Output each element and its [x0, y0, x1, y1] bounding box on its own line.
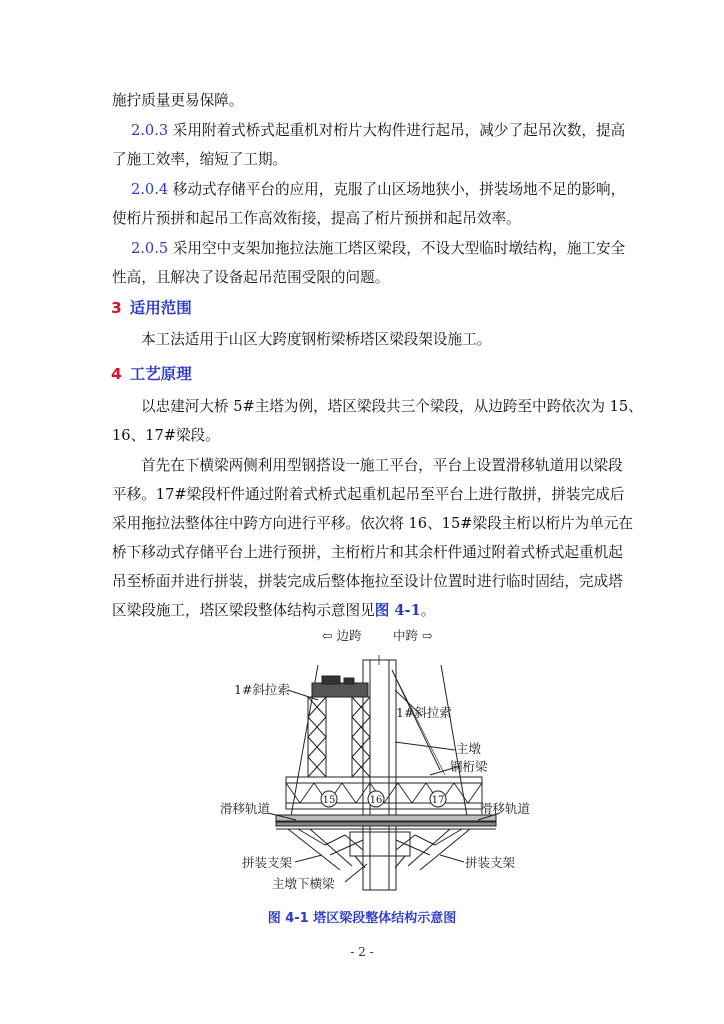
paragraph-line: 使桁片预拼和起吊工作高效衔接，提高了桁片预拼和起吊效率。 — [112, 210, 521, 227]
paragraph-line: 以忠建河大桥 5#主塔为例，塔区梁段共三个梁段，从边跨至中跨依次为 15、 — [141, 398, 643, 415]
paragraph-line: 采用拖拉法整体往中跨方向进行平移。依次将 16、15#梁段主桁以桁片为单元在 — [112, 515, 634, 532]
truss-label: 钢桁梁 — [450, 759, 488, 774]
frame-label-left: 拼装支架 — [242, 855, 293, 870]
clause-number: 2.0.5 — [131, 240, 169, 257]
figure-reference-link[interactable]: 图 4-1 — [374, 602, 421, 619]
steel-truss — [286, 777, 482, 809]
page-number: - 2 - — [350, 945, 374, 959]
direction-left-label: ⇦ 边跨 — [322, 628, 362, 643]
paragraph-2-0-4: 2.0.4 移动式存储平台的应用，克服了山区场地狭小，拼装场地不足的影响， — [131, 181, 626, 198]
paragraph-line: 平移。17#梁段杆件通过附着式桥式起重机起吊至平台上进行散拼，拼装完成后 — [112, 486, 625, 503]
paragraph-line: 了施工效率，缩短了工期。 — [112, 151, 288, 168]
segment-16-label: 16 — [369, 795, 383, 806]
paragraph-line: 桥下移动式存储平台上进行预拼，主桁桁片和其余杆件通过附着式桥式起重机起 — [112, 544, 623, 561]
crane-tower-left — [308, 697, 326, 777]
paragraph-line: 首先在下横梁两侧利用型钢搭设一施工平台，平台上设置滑移轨道用以梁段 — [141, 457, 623, 474]
paragraph-line: 16、17#梁段。 — [112, 427, 220, 444]
slide-rail-platform — [276, 815, 496, 821]
paragraph-2-0-5: 2.0.5 采用空中支架加拖拉法施工塔区梁段，不设大型临时墩结构，施工安全 — [131, 240, 626, 257]
cable-label-right: 1#斜拉索 — [396, 705, 452, 720]
paragraph-line: 区梁段施工，塔区梁段整体结构示意图见图 4-1。 — [112, 602, 436, 619]
pier-crossbeam — [350, 832, 410, 856]
cable-label-left: 1#斜拉索 — [234, 682, 290, 697]
stay-cable-right — [392, 670, 440, 770]
segment-17-label: 17 — [431, 795, 445, 806]
crossbeam-label: 主墩下横梁 — [272, 876, 335, 891]
crane-tower-right — [352, 697, 370, 777]
section-4-heading: 4 工艺原理 — [111, 365, 192, 383]
gantry-crane — [312, 683, 368, 697]
rail-label-right: 滑移轨道 — [480, 801, 531, 816]
rail-label-left: 滑移轨道 — [220, 801, 271, 816]
pier-label: 主墩 — [456, 741, 482, 756]
section-3-heading: 3 适用范围 — [111, 299, 192, 317]
paragraph-line: 性高，且解决了设备起吊范围受限的问题。 — [112, 269, 390, 286]
paragraph-line: 施拧质量更易保障。 — [112, 92, 244, 109]
segment-15-label: 15 — [322, 795, 336, 806]
assembly-frame-left — [288, 829, 363, 870]
clause-number: 2.0.3 — [131, 122, 169, 139]
direction-right-label: 中跨 ⇨ — [393, 628, 433, 643]
paragraph-line: 吊至桥面并进行拼装，拼装完成后整体拖拉至设计位置时进行临时固结，完成塔 — [112, 573, 623, 590]
paragraph-2-0-3: 2.0.3 采用附着式桥式起重机对桁片大构件进行起吊，减少了起吊次数，提高 — [131, 122, 626, 139]
figure-caption: 图 4-1 塔区梁段整体结构示意图 — [267, 911, 457, 926]
frame-label-right: 拼装支架 — [465, 855, 516, 870]
assembly-frame-right — [396, 829, 470, 870]
section-3-body: 本工法适用于山区大跨度钢桁梁桥塔区梁段架设施工。 — [141, 331, 492, 348]
clause-number: 2.0.4 — [131, 181, 169, 198]
